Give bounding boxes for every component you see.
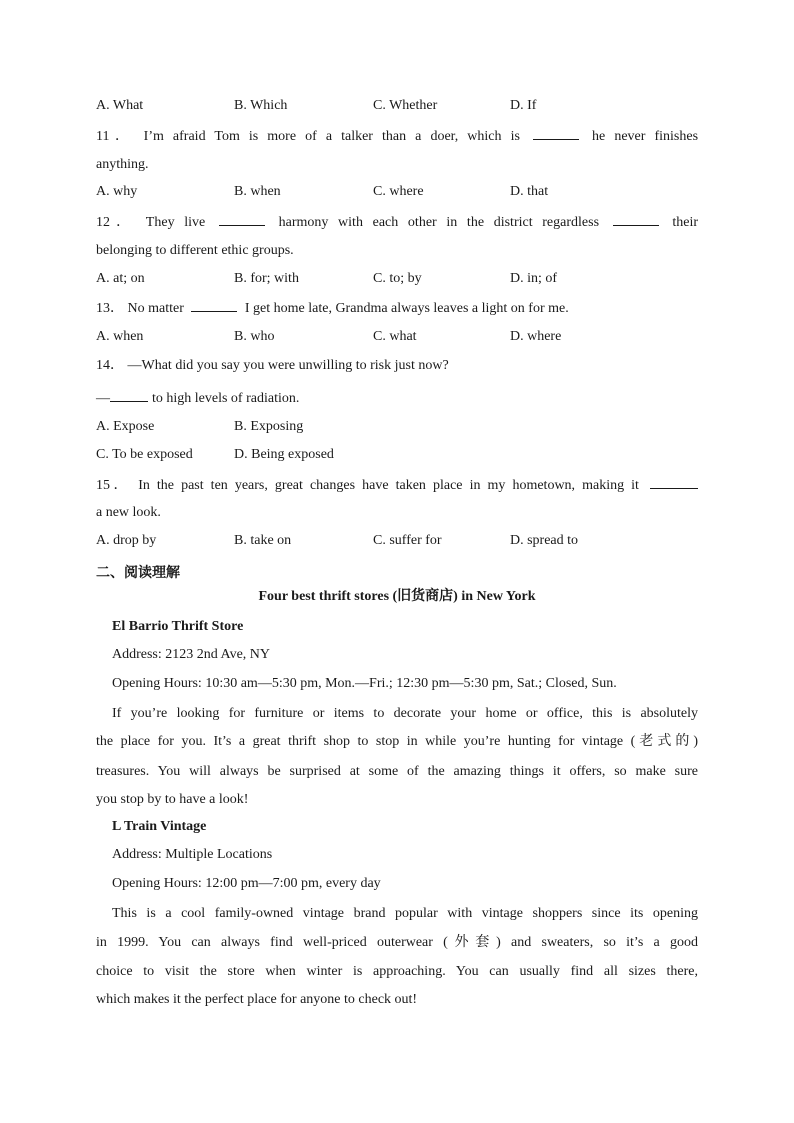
q11-blank [533, 126, 579, 140]
q11-option-b[interactable]: B. when [234, 184, 281, 199]
q15-option-a[interactable]: A. drop by [96, 533, 157, 548]
q14-dash: — [96, 391, 110, 406]
q12-stem-line1 [96, 212, 698, 230]
store2-paragraph-line2: in 1999. You can always find well-priced outerwear (外套) and sweaters, so it’s a good [96, 935, 698, 950]
q10-option-b[interactable]: B. Which [234, 98, 288, 113]
q13-text-a: No matter [127, 301, 184, 316]
q13-text-b: I get home late, Grandma always leaves a light on for me. [244, 301, 569, 316]
q15-option-b[interactable]: B. take on [234, 533, 292, 548]
q12-blank-1 [219, 212, 265, 226]
store1-hours: Opening Hours: 10:30 am—5:30 pm, Mon.—Fri.; 12:30 pm—5:30 pm, Sat.; Closed, Sun. [112, 676, 617, 691]
q11-options [96, 183, 698, 201]
q15-stem-line1 [96, 475, 698, 493]
q11-stem-line1 [96, 126, 698, 144]
q13-blank [191, 298, 237, 312]
store2-hours: Opening Hours: 12:00 pm—7:00 pm, every day [112, 876, 381, 891]
q11-stem-line2: anything. [96, 157, 149, 172]
q13-stem [96, 298, 698, 316]
q14-blank [110, 388, 148, 402]
q14-options-row1 [96, 418, 698, 436]
q12-text-a: They live [145, 215, 206, 230]
q14-text-2: to high levels of radiation. [152, 391, 300, 406]
q10-option-d[interactable]: D. If [510, 98, 537, 113]
store1-paragraph-line3: treasures. You will always be surprised at some of the amazing things it offers, so make sure [96, 764, 698, 779]
q14-option-a[interactable]: A. Expose [96, 419, 155, 434]
q13-options [96, 328, 698, 346]
q12-option-d[interactable]: D. in; of [510, 271, 558, 286]
q13-option-c[interactable]: C. what [373, 329, 417, 344]
q11-option-a[interactable]: A. why [96, 184, 138, 199]
q12-number: 12． [96, 215, 137, 230]
q14-stem-line2 [96, 388, 698, 406]
q14-options-row2 [96, 446, 698, 464]
q12-text-c: their [672, 215, 699, 230]
q11-option-c[interactable]: C. where [373, 184, 424, 199]
q14-option-b[interactable]: B. Exposing [234, 419, 304, 434]
q14-option-d[interactable]: D. Being exposed [234, 447, 334, 462]
q12-option-a[interactable]: A. at; on [96, 271, 145, 286]
q12-text-b: harmony with each other in the district regardless [278, 215, 600, 230]
q15-blank [650, 475, 698, 489]
q13-option-a[interactable]: A. when [96, 329, 144, 344]
q11-option-d[interactable]: D. that [510, 184, 549, 199]
q14-option-c[interactable]: C. To be exposed [96, 447, 193, 462]
store2-paragraph-line4: which makes it the perfect place for anyone to check out! [96, 992, 418, 1007]
q10-options [96, 97, 698, 115]
store1-paragraph-line2: the place for you. It’s a great thrift shop to stop in while you’re hunting for vintage (老式的) [96, 734, 698, 749]
store1-address: Address: 2123 2nd Ave, NY [112, 647, 271, 662]
store2-address: Address: Multiple Locations [112, 847, 273, 862]
q11-text-a: I’m afraid Tom is more of a talker than a doer, which is [143, 129, 520, 144]
q14-number: 14． [96, 358, 124, 373]
q10-option-a[interactable]: A. What [96, 98, 144, 113]
q15-text-1: In the past ten years, great changes have taken place in my hometown, making it [138, 478, 639, 493]
q14-stem-line1 [96, 357, 698, 375]
q15-stem-line2: a new look. [96, 505, 161, 520]
q15-number: 15． [96, 478, 132, 493]
store2-name: L Train Vintage [112, 819, 207, 834]
store2-paragraph-line3: choice to visit the store when winter is approaching. You can usually find all sizes there, [96, 964, 698, 979]
q12-options [96, 270, 698, 288]
q12-option-b[interactable]: B. for; with [234, 271, 299, 286]
q13-option-b[interactable]: B. who [234, 329, 275, 344]
q12-stem-line2: belonging to different ethic groups. [96, 243, 294, 258]
q13-option-d[interactable]: D. where [510, 329, 562, 344]
q13-number: 13． [96, 301, 124, 316]
q15-option-c[interactable]: C. suffer for [373, 533, 442, 548]
q10-option-c[interactable]: C. Whether [373, 98, 438, 113]
q11-number: 11． [96, 129, 135, 144]
q15-option-d[interactable]: D. spread to [510, 533, 579, 548]
store2-paragraph-line1: This is a cool family-owned vintage brand popular with vintage shoppers since its opening [112, 906, 698, 921]
q12-blank-2 [613, 212, 659, 226]
section-heading: 二、阅读理解 [96, 565, 180, 581]
passage-title: Four best thrift stores (旧货商店) in New York [258, 589, 536, 604]
q15-options [96, 532, 698, 550]
q14-text-1: —What did you say you were unwilling to risk just now? [127, 358, 449, 373]
q12-option-c[interactable]: C. to; by [373, 271, 422, 286]
store1-paragraph-line1: If you’re looking for furniture or items to decorate your home or office, this is absolutely [112, 706, 698, 721]
q11-text-b: he never finishes [592, 129, 699, 144]
store1-name: El Barrio Thrift Store [112, 619, 244, 634]
store1-paragraph-line4: you stop by to have a look! [96, 792, 249, 807]
